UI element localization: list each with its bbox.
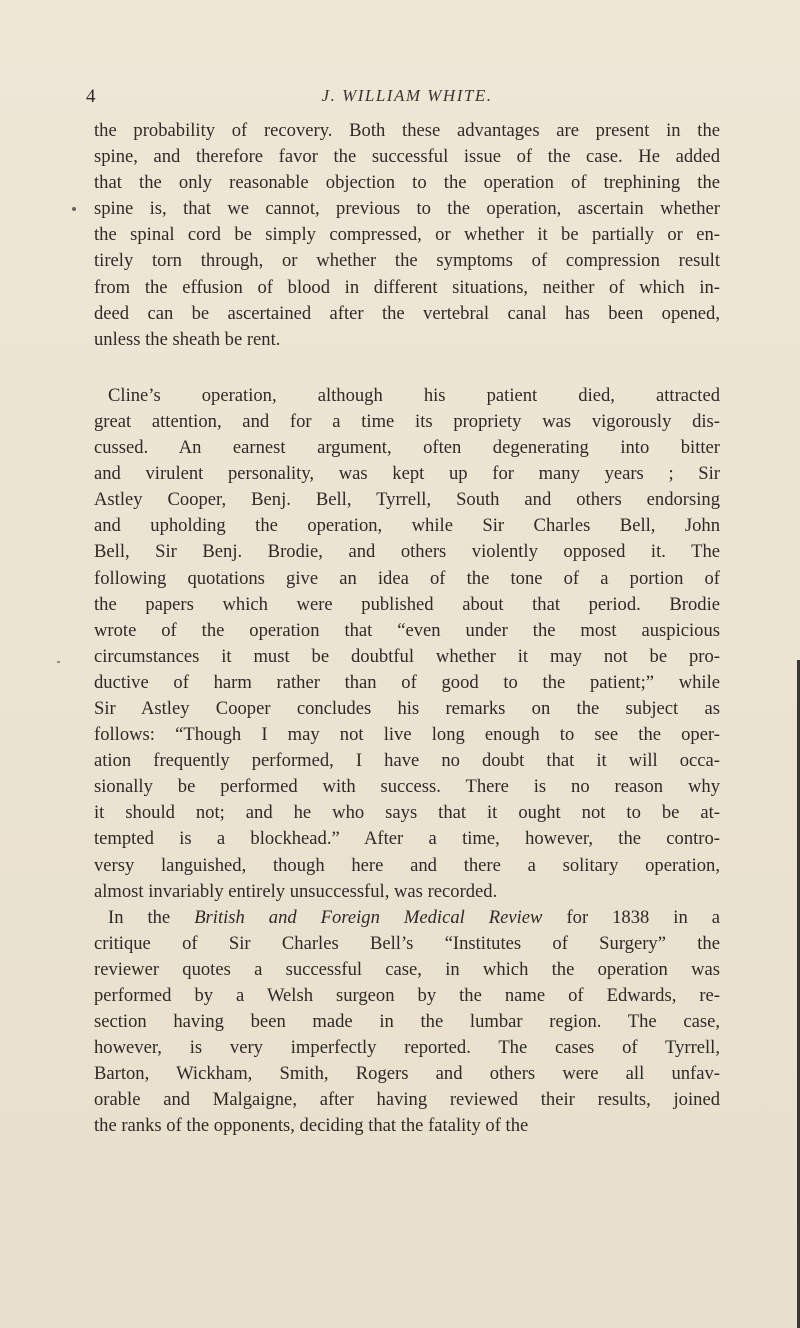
paragraph-gap (94, 353, 720, 383)
text-line: the papers which were published about that period. Brodie (94, 593, 720, 615)
text-line: Astley Cooper, Benj. Bell, Tyrrell, South and others endorsing (94, 489, 720, 511)
text-line: and virulent personality, was kept up for many years ; Sir (94, 463, 720, 485)
text-line: following quotations give an idea of the tone of a portion of (94, 567, 720, 589)
page-header (86, 86, 728, 114)
text-line: great attention, and for a time its propriety was vigorously dis- (94, 410, 720, 432)
text-line: Cline’s operation, although his patient died, attracted (108, 384, 720, 406)
text-line: ation frequently performed, I have no doubt that it will occa- (94, 750, 720, 772)
text-line: Barton, Wickham, Smith, Rogers and others were all unfav- (94, 1063, 720, 1085)
journal-title: British and Foreign Medical Review (194, 906, 543, 928)
text-line: the probability of recovery. Both these advantages are present in the (94, 120, 720, 141)
text-line: spine, and therefore favor the successful issue of the case. He added (94, 146, 720, 168)
paragraph-p3 (94, 905, 720, 1140)
text-line: ductive of harm rather than of good to the patient;” while (94, 671, 720, 693)
paragraph-p1 (94, 118, 720, 353)
text-line: performed by a Welsh surgeon by the name of Edwards, re- (94, 985, 720, 1006)
text-line: the ranks of the opponents, deciding that the fatality of the (94, 1115, 529, 1137)
body-text (94, 118, 720, 1140)
text-line: Bell, Sir Benj. Brodie, and others violently opposed it. The (94, 541, 720, 563)
text-line: critique of Sir Charles Bell’s “Institutes of Surgery” the (94, 932, 720, 954)
text-line: the spinal cord be simply compressed, or whether it be partially or en- (94, 224, 720, 246)
page-number: 4 (86, 86, 96, 107)
text-line: orable and Malgaigne, after having reviewed their results, joined (94, 1089, 720, 1111)
text-line: follows: “Though I may not live long enough to see the oper- (94, 724, 720, 746)
text-line: spine is, that we cannot, previous to the operation, ascertain whether (94, 198, 720, 220)
text-line: that the only reasonable objection to the operation of trephining the (94, 172, 720, 194)
text-line: Sir Astley Cooper concludes his remarks on the subject as (94, 697, 720, 719)
text-line: sionally be performed with success. There is no reason why (94, 776, 720, 798)
text-line: In the British and Foreign Medical Review for 1838 in a (108, 906, 720, 928)
text-line: versy languished, though here and there a solitary operation, (94, 854, 720, 876)
text-line: unless the sheath be rent. (94, 328, 281, 350)
text-line: tirely torn through, or whether the symptoms of compression result (94, 250, 720, 272)
paragraph-p2 (94, 383, 720, 905)
text-line: wrote of the operation that “even under the most auspicious (94, 619, 720, 641)
text-line: section having been made in the lumbar region. The case, (94, 1011, 720, 1033)
margin-mark (72, 207, 76, 211)
text-line: however, is very imperfectly reported. The cases of Tyrrell, (94, 1037, 720, 1059)
text-line: tempted is a blockhead.” After a time, however, the contro- (94, 828, 720, 850)
text-line: from the effusion of blood in different situations, neither of which in- (94, 276, 720, 298)
text-line: cussed. An earnest argument, often degenerating into bitter (94, 437, 720, 459)
running-head: J. WILLIAM WHITE. (321, 86, 493, 105)
margin-speck (57, 661, 60, 663)
text-line: and upholding the operation, while Sir Charles Bell, John (94, 515, 720, 537)
text-line: it should not; and he who says that it ought not to be at- (94, 802, 720, 824)
text-line: reviewer quotes a successful case, in which the operation was (94, 958, 720, 980)
text-line: circumstances it must be doubtful whether it may not be pro- (94, 645, 720, 667)
text-line: almost invariably entirely unsuccessful, was recorded. (94, 880, 498, 902)
text-line: deed can be ascertained after the vertebral canal has been opened, (94, 302, 720, 324)
